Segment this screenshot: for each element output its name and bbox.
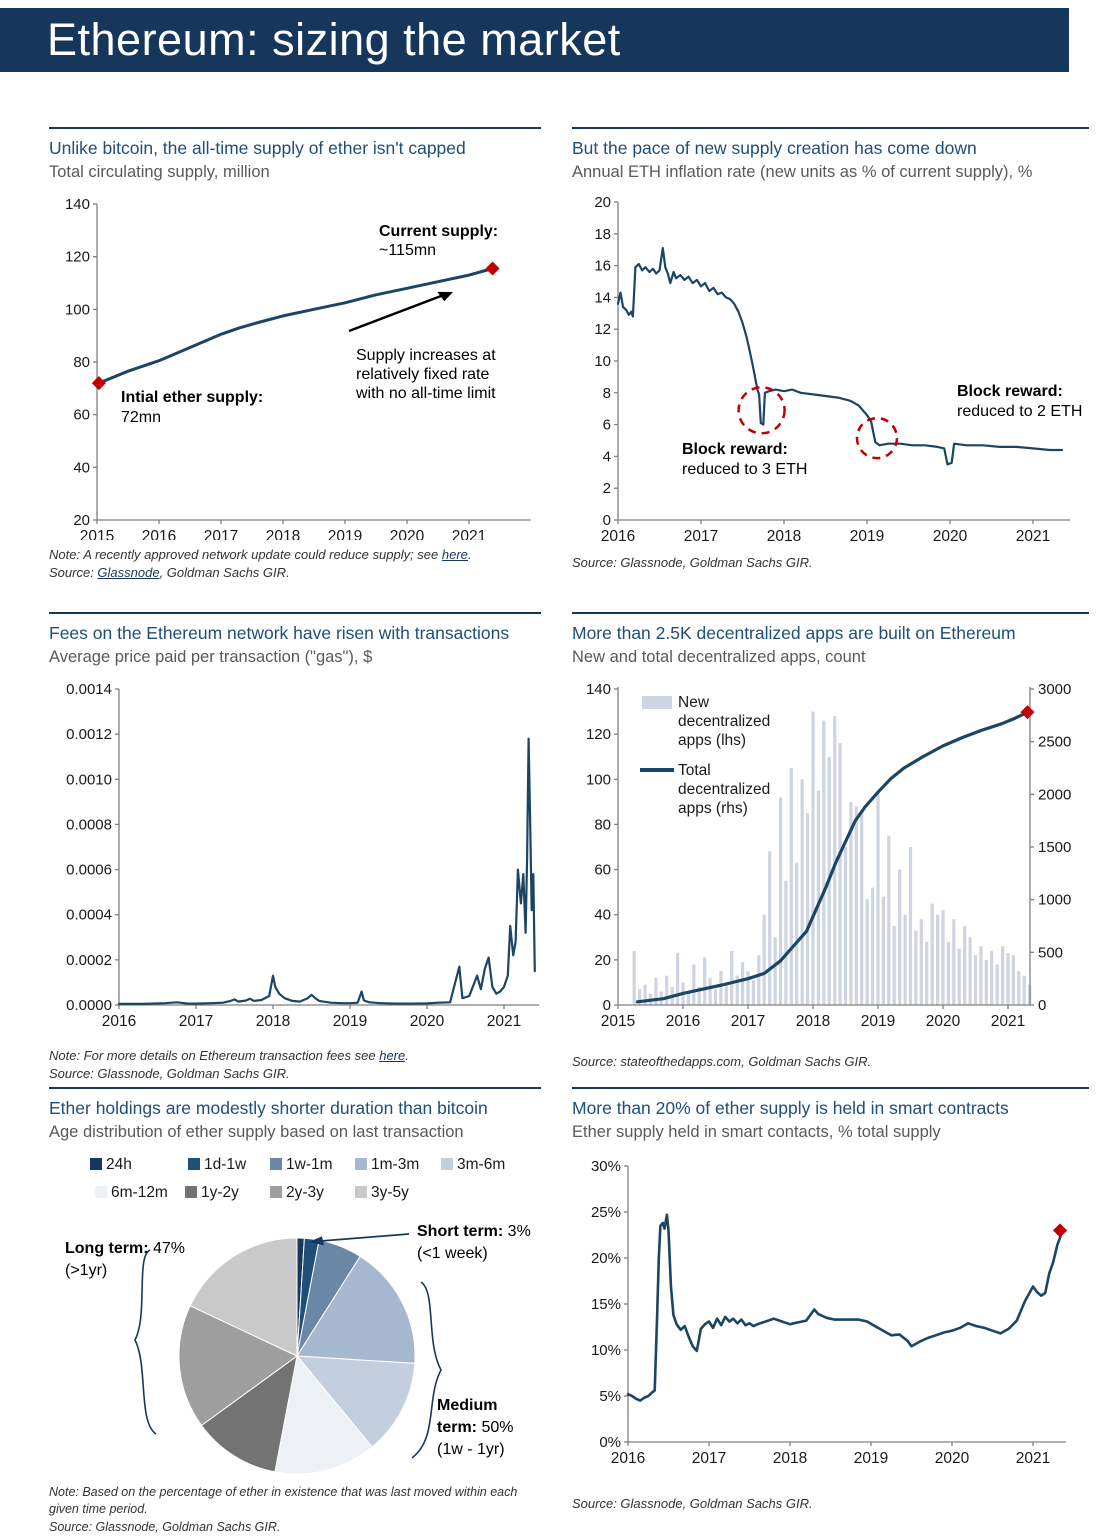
svg-text:2020: 2020	[932, 527, 968, 542]
svg-text:2021: 2021	[990, 1012, 1026, 1030]
dapps-chart	[572, 675, 1089, 1041]
svg-text:10: 10	[594, 352, 611, 370]
panel-dapps	[572, 612, 1089, 1071]
panel-gas-fees	[49, 612, 541, 1083]
svg-text:with no all-time limit: with no all-time limit	[356, 384, 496, 402]
svg-text:0.0010: 0.0010	[66, 771, 112, 789]
svg-text:2018: 2018	[766, 527, 802, 542]
svg-text:20: 20	[73, 511, 90, 529]
legend	[640, 694, 770, 817]
svg-text:2017: 2017	[203, 527, 239, 540]
chart-note: Note: For more details on Ethereum transaction fees see here. Source: Glassnode, Goldman Sachs GIR.	[49, 1047, 409, 1081]
svg-text:2019: 2019	[849, 527, 885, 542]
svg-text:20: 20	[594, 193, 611, 211]
series-line	[618, 248, 1062, 464]
svg-text:3y-5y: 3y-5y	[371, 1183, 409, 1201]
svg-text:5%: 5%	[599, 1387, 621, 1405]
chart-note: Note: Based on the percentage of ether in existence that was last moved within each given time period. Source: Glassnode, Goldman Sachs GIR.	[49, 1484, 518, 1534]
divider	[49, 127, 541, 129]
svg-text:14: 14	[594, 289, 611, 307]
panel-age-distribution	[49, 1087, 541, 1536]
svg-text:2017: 2017	[683, 527, 719, 542]
axes	[66, 681, 539, 1030]
svg-text:30%: 30%	[590, 1157, 621, 1175]
svg-text:0.0004: 0.0004	[66, 906, 112, 924]
svg-text:2017: 2017	[691, 1449, 727, 1467]
eth-inflation-chart	[572, 190, 1089, 542]
svg-text:2016: 2016	[600, 527, 636, 542]
svg-text:~115mn: ~115mn	[379, 241, 437, 259]
divider	[49, 1087, 541, 1089]
diamond-marker	[1053, 1223, 1067, 1237]
ether-supply-chart	[49, 190, 541, 540]
svg-text:0: 0	[602, 511, 611, 529]
chart-source: Source: Glassnode, Goldman Sachs GIR.	[572, 1495, 813, 1511]
svg-text:2020: 2020	[934, 1449, 970, 1467]
svg-text:reduced to 2 ETH: reduced to 2 ETH	[957, 402, 1083, 420]
svg-text:3000: 3000	[1038, 680, 1072, 698]
svg-text:2y-3y: 2y-3y	[286, 1183, 324, 1201]
svg-text:1000: 1000	[1038, 891, 1072, 909]
callout-medium-term: Medium	[437, 1396, 498, 1414]
pie	[179, 1238, 415, 1474]
svg-text:0.0012: 0.0012	[66, 725, 112, 743]
chart-title: But the pace of new supply creation has come down	[572, 138, 977, 158]
svg-text:2016: 2016	[101, 1012, 137, 1030]
svg-text:(1w - 1yr): (1w - 1yr)	[437, 1440, 505, 1458]
annotation-initial-supply: Intial ether supply:	[121, 388, 264, 406]
age-distribution-pie	[49, 1150, 541, 1482]
svg-text:2500: 2500	[1038, 733, 1072, 751]
svg-text:2016: 2016	[665, 1012, 701, 1030]
smart-contracts-chart	[572, 1150, 1089, 1485]
chart-title: More than 2.5K decentralized apps are built on Ethereum	[572, 623, 1016, 643]
svg-text:40: 40	[73, 459, 90, 477]
svg-text:24h: 24h	[106, 1155, 132, 1173]
svg-text:2019: 2019	[853, 1449, 889, 1467]
page-header	[0, 8, 1069, 72]
svg-text:reduced to 3 ETH: reduced to 3 ETH	[682, 460, 808, 478]
svg-text:140: 140	[64, 195, 90, 213]
diamond-marker	[486, 261, 500, 275]
svg-text:apps (rhs): apps (rhs)	[678, 799, 748, 817]
svg-text:0.0014: 0.0014	[66, 680, 112, 698]
svg-text:1y-2y: 1y-2y	[201, 1183, 239, 1201]
chart-subtitle: Age distribution of ether supply based on last transaction	[49, 1123, 464, 1141]
svg-text:2016: 2016	[141, 527, 177, 540]
svg-text:20%: 20%	[590, 1249, 621, 1267]
svg-text:2021: 2021	[1015, 1449, 1051, 1467]
svg-text:60: 60	[594, 861, 611, 879]
annotation-block-reward-2: Block reward:	[957, 382, 1063, 400]
svg-text:120: 120	[585, 725, 611, 743]
svg-text:140: 140	[585, 680, 611, 698]
svg-text:6: 6	[602, 416, 611, 434]
svg-text:15%: 15%	[590, 1295, 621, 1313]
svg-text:2017: 2017	[178, 1012, 214, 1030]
legend	[90, 1156, 505, 1201]
svg-text:2016: 2016	[610, 1449, 646, 1467]
svg-text:25%: 25%	[590, 1203, 621, 1221]
svg-text:80: 80	[594, 816, 611, 834]
svg-text:Total: Total	[678, 761, 711, 779]
chart-note: Note: A recently approved network update could reduce supply; see here. Source: Glassnode, Goldman Sachs GIR.	[49, 546, 472, 580]
chart-subtitle: Ether supply held in smart contacts, % total supply	[572, 1123, 941, 1141]
series-line	[119, 738, 535, 1003]
svg-text:2015: 2015	[79, 527, 115, 540]
brace-long-term	[135, 1250, 156, 1434]
svg-text:10%: 10%	[590, 1341, 621, 1359]
source-link-glassnode[interactable]: Glassnode	[97, 564, 160, 580]
svg-text:2: 2	[602, 479, 611, 497]
chart-source: Source: Glassnode, Goldman Sachs GIR.	[572, 554, 813, 570]
svg-text:18: 18	[594, 225, 611, 243]
gas-fees-chart	[49, 675, 541, 1041]
svg-text:decentralized: decentralized	[678, 780, 771, 798]
svg-text:6m-12m: 6m-12m	[111, 1183, 168, 1201]
right-axis	[1030, 681, 1071, 1014]
chart-title: Fees on the Ethereum network have risen with transactions	[49, 623, 510, 643]
svg-text:relatively fixed rate: relatively fixed rate	[356, 365, 490, 383]
chart-subtitle: Average price paid per transaction ("gas"), $	[49, 648, 373, 666]
bar-series	[633, 711, 1032, 1004]
svg-text:3m-6m: 3m-6m	[457, 1155, 506, 1173]
chart-subtitle: New and total decentralized apps, count	[572, 648, 866, 666]
svg-text:72mn: 72mn	[121, 408, 162, 426]
series-line	[628, 1215, 1065, 1401]
svg-text:New: New	[678, 693, 710, 711]
divider	[572, 127, 1089, 129]
svg-text:0%: 0%	[599, 1433, 621, 1451]
svg-text:decentralized: decentralized	[678, 712, 771, 730]
svg-text:2019: 2019	[332, 1012, 368, 1030]
svg-text:2018: 2018	[772, 1449, 808, 1467]
svg-text:2020: 2020	[389, 527, 425, 540]
svg-text:1500: 1500	[1038, 838, 1072, 856]
svg-text:8: 8	[602, 384, 611, 402]
svg-text:4: 4	[602, 448, 611, 466]
chart-subtitle: Annual ETH inflation rate (new units as % of current supply), %	[572, 163, 1033, 181]
svg-text:2021: 2021	[1015, 527, 1051, 542]
svg-text:80: 80	[73, 353, 90, 371]
svg-text:0.0006: 0.0006	[66, 861, 112, 879]
svg-text:(>1yr): (>1yr)	[65, 1261, 108, 1279]
divider	[572, 612, 1089, 614]
svg-text:2020: 2020	[409, 1012, 445, 1030]
note-link-here[interactable]: here	[441, 546, 468, 562]
svg-text:40: 40	[594, 906, 611, 924]
svg-text:500: 500	[1038, 944, 1064, 962]
axes	[591, 1158, 1066, 1467]
svg-text:0: 0	[1038, 996, 1047, 1014]
highlight-circle-2	[857, 418, 897, 458]
diamond-marker	[92, 376, 106, 390]
axes	[594, 194, 1070, 542]
annotation-block-reward-3: Block reward:	[682, 440, 788, 458]
svg-text:60: 60	[73, 406, 90, 424]
svg-text:2017: 2017	[730, 1012, 766, 1030]
chart-title: Ether holdings are modestly shorter duration than bitcoin	[49, 1098, 488, 1118]
annotation-current-supply: Current supply:	[379, 222, 499, 240]
chart-title: More than 20% of ether supply is held in smart contracts	[572, 1098, 1009, 1118]
panel-ether-supply	[49, 127, 541, 582]
svg-text:2000: 2000	[1038, 786, 1072, 804]
svg-text:apps (lhs): apps (lhs)	[678, 731, 747, 749]
panel-smart-contracts	[572, 1087, 1089, 1513]
chart-subtitle: Total circulating supply, million	[49, 163, 270, 181]
callout-long-term: Long term: 47%	[65, 1239, 186, 1257]
divider	[572, 1087, 1089, 1089]
svg-text:0.0000: 0.0000	[66, 996, 112, 1014]
svg-text:(<1 week): (<1 week)	[417, 1244, 488, 1262]
svg-text:100: 100	[585, 771, 611, 789]
panel-eth-inflation	[572, 127, 1089, 572]
svg-text:Supply increases at: Supply increases at	[356, 346, 496, 364]
svg-text:2019: 2019	[327, 527, 363, 540]
chart-source: Source: stateofthedapps.com, Goldman Sachs GIR.	[572, 1053, 872, 1069]
note-link-here[interactable]: here	[379, 1047, 406, 1063]
svg-text:1w-1m: 1w-1m	[286, 1155, 333, 1173]
divider	[49, 612, 541, 614]
highlight-circle-1	[739, 387, 785, 433]
arrow	[349, 296, 441, 331]
svg-text:1m-3m: 1m-3m	[371, 1155, 420, 1173]
svg-text:100: 100	[64, 301, 90, 319]
svg-text:0.0002: 0.0002	[66, 951, 112, 969]
svg-text:16: 16	[594, 257, 611, 275]
svg-text:term: 50%: term: 50%	[437, 1418, 514, 1436]
page-title: Ethereum: sizing the market	[47, 14, 621, 65]
callout-arrow	[321, 1234, 409, 1241]
svg-text:0: 0	[602, 996, 611, 1014]
svg-text:2018: 2018	[795, 1012, 831, 1030]
svg-text:20: 20	[594, 951, 611, 969]
svg-text:2020: 2020	[925, 1012, 961, 1030]
svg-text:1d-1w: 1d-1w	[204, 1155, 247, 1173]
diamond-marker	[1021, 705, 1035, 719]
svg-text:2018: 2018	[265, 527, 301, 540]
svg-text:2018: 2018	[255, 1012, 291, 1030]
callout-short-term: Short term: 3%	[417, 1222, 531, 1240]
svg-text:0.0008: 0.0008	[66, 816, 112, 834]
svg-text:2015: 2015	[600, 1012, 636, 1030]
chart-title: Unlike bitcoin, the all-time supply of ether isn't capped	[49, 138, 466, 158]
svg-text:2019: 2019	[860, 1012, 896, 1030]
svg-text:12: 12	[594, 320, 611, 338]
svg-text:2021: 2021	[451, 527, 487, 540]
svg-text:120: 120	[64, 248, 90, 266]
svg-text:2021: 2021	[486, 1012, 522, 1030]
